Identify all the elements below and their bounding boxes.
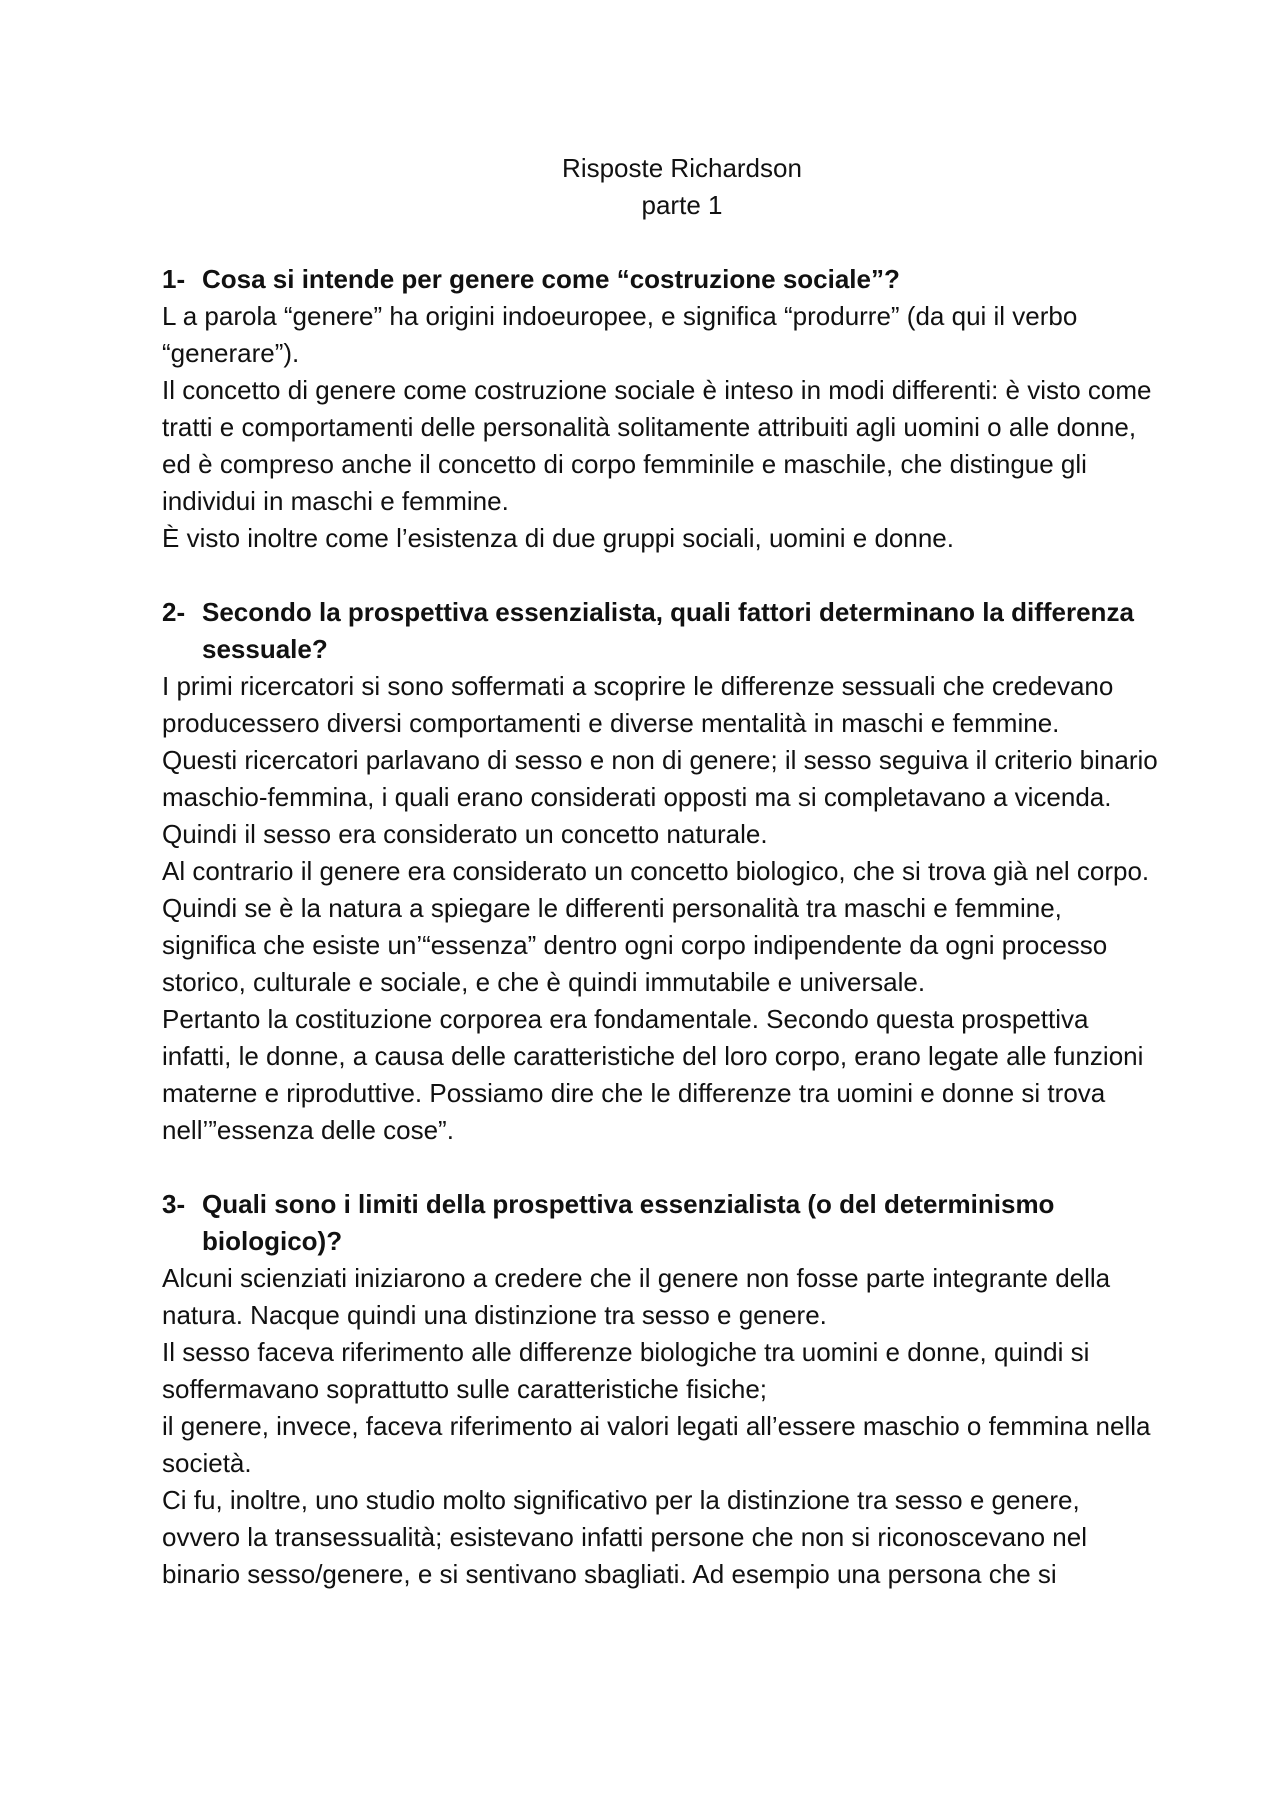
document-subtitle: parte 1 <box>641 190 723 220</box>
document-page <box>162 150 1162 1593</box>
answer-paragraph: Ci fu, inoltre, uno studio molto significativo per la distinzione tra sesso e genere, ovvero la transessualità; esistevano infatti persone che non si riconoscevano nel binario sesso/genere, e si sentivano sbagliati. Ad esempio una persona che si <box>162 1485 1087 1589</box>
question-number: 3- <box>162 1189 186 1219</box>
answer-paragraph: Quindi se è la natura a spiegare le differenti personalità tra maschi e femmine, significa che esiste un’“essenza” dentro ogni corpo indipendente da ogni processo storico, culturale e sociale, e che è quindi immutabile e universale. <box>162 893 1108 997</box>
answer-paragraph: il genere, invece, faceva riferimento ai valori legati all’essere maschio o femmina nella società. <box>162 1411 1151 1478</box>
question-2 <box>162 594 1162 1149</box>
answer-paragraph: È visto inoltre come l’esistenza di due gruppi sociali, uomini e donne. <box>162 523 954 553</box>
answer-paragraph: I primi ricercatori si sono soffermati a scoprire le differenze sessuali che credevano producessero diversi comportamenti e diverse mentalità in maschi e femmine. <box>162 671 1114 738</box>
question-text: Quali sono i limiti della prospettiva essenzialista (o del determinismo biologico)? <box>202 1189 1055 1256</box>
answer-paragraph: L a parola “genere” ha origini indoeuropee, e significa “produrre” (da qui il verbo “generare”). <box>162 301 1078 368</box>
question-text: Cosa si intende per genere come “costruzione sociale”? <box>202 264 900 294</box>
answer-paragraph: Il sesso faceva riferimento alle differenze biologiche tra uomini e donne, quindi si soffermavano soprattutto sulle caratteristiche fisiche; <box>162 1337 1090 1404</box>
question-number: 2- <box>162 597 186 627</box>
question-text: Secondo la prospettiva essenzialista, quali fattori determinano la differenza sessuale? <box>202 597 1134 664</box>
answer-paragraph: Il concetto di genere come costruzione sociale è inteso in modi differenti: è visto come tratti e comportamenti delle personalità solitamente attribuiti agli uomini o alle donne, ed è compreso anche il concetto di corpo femminile e maschile, che distingue gli individui in maschi e femmine. <box>162 375 1152 516</box>
document-title: Risposte Richardson <box>562 153 802 183</box>
answer-paragraph: Questi ricercatori parlavano di sesso e non di genere; il sesso seguiva il criterio binario maschio-femmina, i quali erano considerati opposti ma si completavano a vicenda. Quindi il sesso era considerato un concetto naturale. <box>162 745 1158 849</box>
question-3 <box>162 1186 1162 1593</box>
question-heading <box>162 594 1162 668</box>
answer-paragraph: Pertanto la costituzione corporea era fondamentale. Secondo questa prospettiva infatti, le donne, a causa delle caratteristiche del loro corpo, erano legate alle funzioni materne e riproduttive. Possiamo dire che le differenze tra uomini e donne si trova nell’”essenza delle cose”. <box>162 1004 1144 1145</box>
spacer <box>162 1149 1162 1186</box>
answer-paragraph: Al contrario il genere era considerato un concetto biologico, che si trova già nel corpo. <box>162 856 1150 886</box>
question-number: 1- <box>162 264 186 294</box>
question-heading <box>162 261 1162 298</box>
spacer <box>162 557 1162 594</box>
answer-paragraph: Alcuni scienziati iniziarono a credere che il genere non fosse parte integrante della natura. Nacque quindi una distinzione tra sesso e genere. <box>162 1263 1111 1330</box>
question-heading <box>162 1186 1162 1260</box>
question-1 <box>162 261 1162 557</box>
title-block <box>162 150 1162 224</box>
